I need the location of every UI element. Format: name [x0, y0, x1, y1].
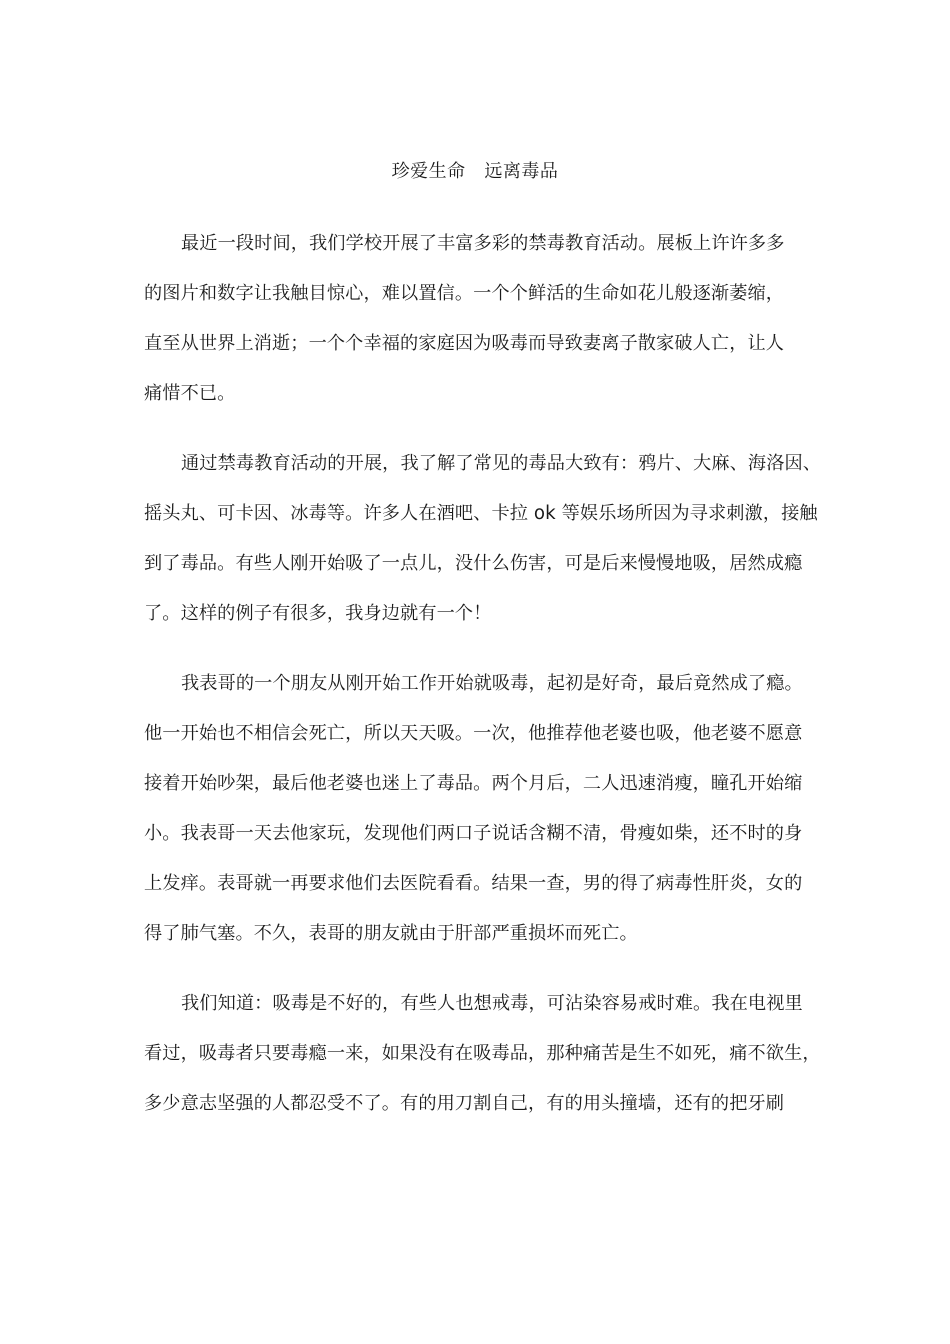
- text-line: 上发痒。表哥就一再要求他们去医院看看。结果一查，男的得了病毒性肝炎，女的: [144, 873, 803, 894]
- text-line: 接着开始吵架，最后他老婆也迷上了毒品。两个月后，二人迅速消瘦，瞳孔开始缩: [144, 773, 803, 794]
- page-title: 珍爱生命 远离毒品: [391, 161, 559, 182]
- paragraph-4: [144, 986, 821, 1136]
- paragraph-2: [144, 446, 822, 646]
- text-line: 的图片和数字让我触目惊心，难以置信。一个个鲜活的生命如花儿般逐渐萎缩，: [144, 283, 785, 304]
- text-line: 看过，吸毒者只要毒瘾一来，如果没有在吸毒品，那种痛苦是生不如死，痛不欲生，: [144, 1043, 821, 1064]
- text-line: 我们知道：吸毒是不好的，有些人也想戒毒，可沾染容易戒时难。我在电视里: [181, 993, 803, 1014]
- text-line: 他一开始也不相信会死亡，所以天天吸。一次，他推荐他老婆也吸，他老婆不愿意: [144, 723, 803, 744]
- text-line: 痛惜不已。: [144, 383, 236, 404]
- text-line: 直至从世界上消逝；一个个幸福的家庭因为吸毒而导致妻离子散家破人亡，让人: [144, 333, 785, 354]
- text-line: 通过禁毒教育活动的开展，我了解了常见的毒品大致有：鸦片、大麻、海洛因、: [181, 453, 822, 474]
- text-line: 摇头丸、可卡因、冰毒等。许多人在酒吧、卡拉 ok 等娱乐场所因为寻求刺激，接触: [144, 503, 818, 524]
- text-line: 多少意志坚强的人都忍受不了。有的用刀割自己，有的用头撞墙，还有的把牙刷: [144, 1093, 785, 1114]
- text-line: 最近一段时间，我们学校开展了丰富多彩的禁毒教育活动。展板上许许多多: [181, 233, 785, 254]
- text-line: 了。这样的例子有很多，我身边就有一个！: [144, 603, 492, 624]
- document-body: [144, 226, 822, 1156]
- text-line: 得了肺气塞。不久，表哥的朋友就由于肝部严重损坏而死亡。: [144, 923, 638, 944]
- paragraph-1: [144, 226, 814, 426]
- text-line: 小。我表哥一天去他家玩，发现他们两口子说话含糊不清，骨瘦如柴，还不时的身: [144, 823, 803, 844]
- text-line: 我表哥的一个朋友从刚开始工作开始就吸毒，起初是好奇，最后竟然成了瘾。: [181, 673, 803, 694]
- text-line: 到了毒品。有些人刚开始吸了一点儿，没什么伤害，可是后来慢慢地吸，居然成瘾: [144, 553, 803, 574]
- paragraph-3: [144, 666, 814, 966]
